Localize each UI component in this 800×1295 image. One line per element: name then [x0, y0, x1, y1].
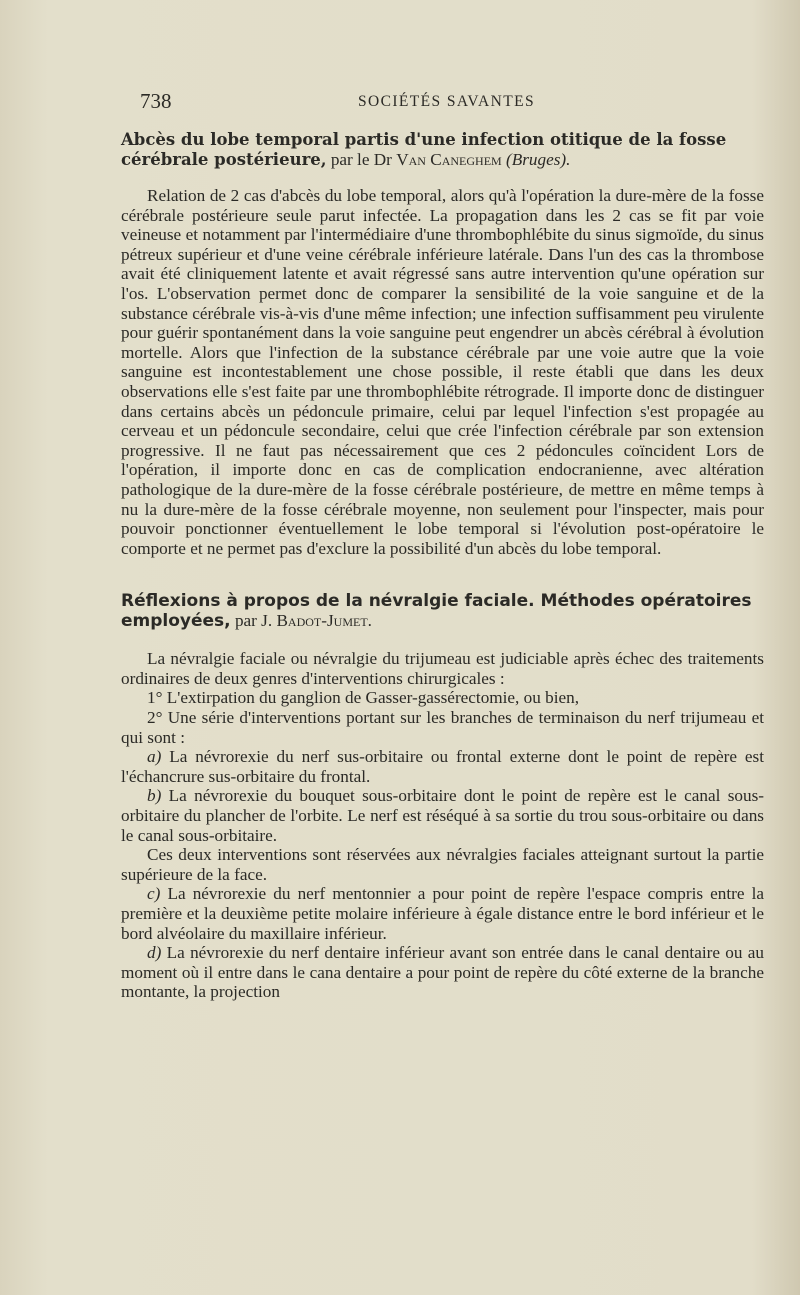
sub-item-d [121, 943, 764, 1002]
list-item-1: 1° L'extirpation du ganglion de Gasser-gassérectomie, ou bien, [147, 688, 580, 708]
author-name: Badot-Jumet. [276, 611, 372, 631]
sub-item-c-text: La névrorexie du nerf mentonnier a pour point de repère l'espace compris entre la première et la deuxième petite molaire inférieure à égale distance entre le bord inférieur et le bord alvéolaire du maxillaire inférieur. [121, 884, 764, 943]
page-body [121, 130, 764, 1002]
sub-item-c-label: c) [147, 884, 161, 904]
note-paragraph: Ces deux interventions sont réservées aux névralgies faciales atteignant surtout la partie supérieure de la face. [121, 845, 764, 884]
page-header [140, 89, 760, 115]
article-van-caneghem [121, 130, 764, 558]
author-city: (Bruges). [506, 150, 571, 169]
sub-item-b-label: b) [147, 786, 162, 806]
article-heading [121, 591, 764, 631]
page-number: 738 [140, 89, 172, 113]
sub-item-a [121, 747, 764, 786]
sub-item-a-label: a) [147, 747, 162, 767]
author-name: Van Caneghem [396, 150, 502, 169]
running-title: SOCIÉTÉS SAVANTES [358, 93, 535, 110]
sub-item-d-label: d) [147, 943, 162, 963]
article-title: Abcès du lobe temporal partis d'une infection otitique de la fosse cérébrale postérieure, [121, 130, 727, 169]
sub-item-b [121, 786, 764, 845]
article-paragraph: Relation de 2 cas d'abcès du lobe temporal, alors qu'à l'opération la dure-mère de la fosse cérébrale postérieure seule parut infectée. La propagation dans les 2 cas se fit par voie veineuse et notamment par l'intermédiaire d'une thrombophlébite du sinus sigmoïde, du sinus pétreux supérieur et d'une veine cérébrale inférieure latérale. Dans l'un des cas la thrombose avait été cliniquement latente et avait régressé sans autre intervention qu'une opération sur l'os. L'observation permet donc de comparer la sensibilité de la voie sanguine et de la substance cérébrale vis-à-vis d'une même infection; une infection suffisamment peu virulente pour guérir spontanément dans la voie sanguine peut engendrer un abcès cérébral à évolution mortelle. Alors que l'infection de la substance cérébrale par une voie autre que la voie sanguine est incontestablement une chose possible, il reste établi que dans les deux observations elle s'est faite par une thrombophlébite rétrograde. Il importe donc de distinguer dans certains abcès un pédoncule primaire, celui par lequel l'infection s'est propagée au cerveau et un pédoncule secondaire, celui que crée l'infection cérébrale par son extension progressive. Il ne faut pas nécessairement que ces 2 pédoncules coïncident Lors de l'opération, il importe donc en cas de complication endocranienne, avec altération pathologique de la dure-mère de la fosse cérébrale postérieure, de mettre en même temps à nu la dure-mère de la fosse cérébrale moyenne, non seulement pour l'inspecter, mais pour pouvoir ponctionner éventuellement le lobe temporal si l'évolution post-opératoire le comporte et ne permet pas d'exclure la possibilité d'un abcès du lobe temporal. [121, 186, 764, 558]
article-badot-jumet [121, 591, 764, 1002]
list-item-2: 2° Une série d'interventions portant sur les branches de terminaison du nerf trijumeau et qui sont : [121, 708, 764, 747]
byline-par: par le [330, 150, 370, 169]
article-title: Réflexions à propos de la névralgie faciale. Méthodes opératoires employées, [121, 591, 752, 632]
intro-paragraph: La névralgie faciale ou névralgie du trijumeau est judiciable après échec des traitements ordinaires de deux genres d'interventions chirurgicales : [121, 649, 764, 688]
sub-item-b-text: La névrorexie du bouquet sous-orbitaire dont le point de repère est le canal sous-orbitaire du plancher de l'orbite. Le nerf est réséqué à sa sortie du trou sous-orbitaire ou dans le canal sous-orbitaire. [121, 786, 764, 845]
sub-item-a-text: La névrorexie du nerf sus-orbitaire ou frontal externe dont le point de repère est l'échancrure sus-orbitaire du frontal. [121, 747, 764, 786]
doctor-abbrev: Dr [373, 150, 392, 169]
sub-item-d-text: La névrorexie du nerf dentaire inférieur avant son entrée dans le canal dentaire ou au moment où il entre dans le cana dentaire a pour point de repère du côté externe de la branche montante, la projection [121, 943, 764, 1002]
article-heading [121, 130, 764, 170]
byline-par: par J. [234, 611, 273, 631]
sub-item-c [121, 884, 764, 943]
